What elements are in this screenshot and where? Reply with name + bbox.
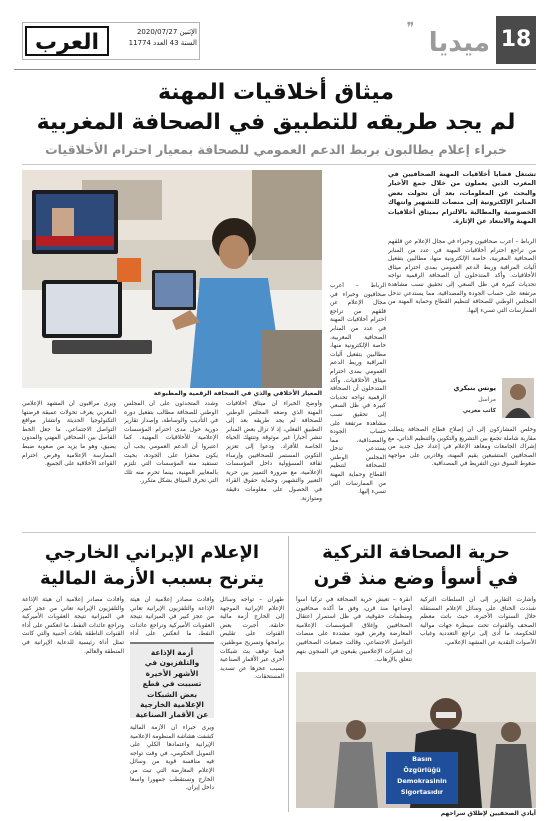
body-column-1 bbox=[388, 238, 536, 374]
body-text: ويرى مراقبون أن المشهد الإعلامي المغربي يعرف تحولات عميقة فرضتها التكنولوجيا الحديثة وانتشار مواقع التواصل الاجتماعي، ما جعل الخط الفاصل بين الصحافي المهني والمدون يضيق، وهو ما يزيد من صعوبة ضبط الممارسة الإعلامية وفرض احترام القواعد الأخلاقية على الجميع. bbox=[22, 401, 116, 468]
body-text: وأفادت مصادر إعلامية أن هيئة الإذاعة والتلفزيون الإيرانية تعاني من عجز كبير في الميزانية نتيجة العقوبات الأميركية وتراجع عائدات النفط، ما انعكس على أداء القنوات الناطقة بلغات أجنبية والتي كانت تمثل أداة رئيسية للدعاية الإيرانية في المنطقة والعالم. bbox=[22, 597, 124, 655]
newsroom-illustration bbox=[22, 170, 322, 388]
headline-line-1: ميثاق أخلاقيات المهنة bbox=[157, 80, 395, 105]
lead-paragraph: تشتغل قضايا أخلاقيات المهنة الصحافيين في المغرب الذين يعملون من خلال جمع الأخبار والبحث عن المعلومات، بعد أن تحولت بعض المنابر الإلكترونية إلى منصات للتشهير وانتهاك الخصوصية والمطالبة بالالتزام بميثاق أخلاقيات المهنة والابتعاد عن الإثارة. bbox=[388, 170, 536, 226]
iran-pull-quote bbox=[130, 642, 214, 718]
iran-headline-2: يترنح بسبب الأزمة المالية bbox=[39, 568, 265, 589]
turkey-body-column-2 bbox=[420, 596, 536, 668]
iran-headline bbox=[22, 540, 282, 592]
author-role: مراسل bbox=[478, 396, 496, 403]
body-text: وخلص المشاركون إلى أن إصلاح قطاع الصحافة يتطلب مقاربة شاملة تجمع بين التشريع والتكوين والتنظيم الذاتي، مع إشراك الجامعات ومعاهد الإعلام في إعداد جيل جديد من الصحافيين المتشبعين بقيم المهنة، وقادرين على مواجهة ضغوط السوق دون التفريط في المصداقية. bbox=[388, 427, 536, 468]
deck: خبراء إعلام يطالبون بربط الدعم العمومي للصحافة بمعيار احترام الأخلاقيات bbox=[45, 142, 507, 157]
body-text: طهران – تواجه وسائل الإعلام الإيرانية الموجهة إلى الخارج أزمة مالية خانقة، أجبرت بعض القنوات على تقليص برامجها وتسريح موظفين، فيما توقف بث شبكات أخرى عبر الأقمار الصناعية بسبب عجزها عن تسديد المستحقات. bbox=[220, 597, 284, 681]
iran-body-column-1 bbox=[220, 596, 284, 810]
body-text: الرباط – أعرب صحافيون وخبراء في مجال الإعلام عن قلقهم من تراجع احترام أخلاقيات المهنة في عدد من المنابر الصحافية المغربية، خاصة الإلكترونية منها، مطالبين بتفعيل آليات المراقبة وربط الدعم العمومي بمدى احترام ميثاق الأخلاقيات. وأكد المتدخلون أن الصحافة الرقمية تواجه تحديات كبيرة في ظل السعي إلى تحقيق نسب مشاهدة مرتفعة على حساب الجودة والمصداقية، مما يستدعي تدخل المجلس الوطني للصحافة لتنظيم القطاع وحماية المهنة من الممارسات التي تسيء إليها. bbox=[330, 283, 386, 496]
body-text: وأوضح الخبراء أن ميثاق أخلاقيات المهنة الذي وضعه المجلس الوطني للصحافة لم يجد طريقه بعد إلى التطبيق الفعلي، إذ لا تزال بعض المنابر تنشر أخبارا غير موثوقة وتنتهك الحياة الخاصة للأفراد. ودعوا إلى تعزيز التكوين المستمر للصحافيين وإرساء ثقافة المسؤولية داخل المؤسسات الإعلامية، مع ضرورة التمييز بين حرية التعبير والتشهير، وحماية حقوق القراء في الحصول على معلومات دقيقة ومتوازنة. bbox=[226, 401, 322, 502]
photo-caption: المعيار الأخلاقي والذي في الصحافة الرقمية والمطبوعة bbox=[153, 390, 322, 397]
iran-body-column-3 bbox=[130, 724, 214, 810]
turkey-body-column-1 bbox=[296, 596, 412, 668]
author-box bbox=[442, 378, 534, 422]
author-name: يونس بنبكري bbox=[453, 384, 496, 392]
page-number: 18 bbox=[496, 16, 536, 64]
speech-bubble-icon: ❞ bbox=[406, 20, 414, 36]
body-text: الرباط – أعرب صحافيون وخبراء في مجال الإعلام عن قلقهم من تراجع احترام أخلاقيات المهنة في عدد من المنابر الصحافية المغربية، خاصة الإلكترونية منها، مطالبين بتفعيل آليات المراقبة وربط الدعم العمومي بمدى احترام ميثاق الأخلاقيات. وأكد المتدخلون أن الصحافة الرقمية تواجه تحديات كبيرة في ظل السعي إلى تحقيق نسب مشاهدة مرتفعة على حساب الجودة والمصداقية، مما يستدعي تدخل المجلس الوطني للصحافة لتنظيم القطاع وحماية المهنة من الممارسات التي تسيء إليها. bbox=[388, 239, 536, 314]
body-text: وأفادت مصادر إعلامية أن هيئة الإذاعة والتلفزيون الإيرانية تعاني من عجز كبير في الميزانية نتيجة العقوبات الأميركية وتراجع عائدات النفط، ما انعكس على أداء bbox=[130, 597, 214, 638]
author-tag: كاتب مغربي bbox=[462, 408, 496, 414]
issue-date: الإثنين 2020/07/27 bbox=[136, 28, 197, 36]
body-column-3 bbox=[124, 400, 218, 528]
divider bbox=[22, 532, 536, 533]
page-header bbox=[14, 12, 536, 70]
pull-quote-text: أزمة الإذاعة والتلفزيون في الأشهر الأخيرة تسببت في قطع بعض الشبكات الإعلامية الخارجية عن الأقمار الصناعية bbox=[135, 648, 209, 720]
section-title: ميديا bbox=[428, 28, 490, 58]
body-text: وأشارت التقارير إلى أن السلطات التركية شددت الخناق على وسائل الإعلام المستقلة خلال السنوات الأخيرة، حيث باتت معظم الصحف والقنوات تحت سيطرة جهات موالية للحكومة، ما أدى إلى تراجع التعددية وغياب الأصوات النقدية عن المشهد الإعلامي. bbox=[420, 597, 536, 646]
newsroom-photo bbox=[22, 170, 322, 388]
body-text: أنقرة – تعيش حرية الصحافة في تركيا أسوأ أوضاعها منذ قرن، وفق ما أكده صحافيون ومنظمات حقوقية، في ظل استمرار اعتقال الصحافيين وإغلاق المؤسسات الإعلامية المعارضة وفرض قيود مشددة على منصات التواصل الاجتماعي. وقالت جمعيات الصحافيين إن عشرات الإعلاميين يقبعون في السجون بتهم تتعلق بالإرهاب. bbox=[296, 597, 412, 664]
issue-number: السنة 43 العدد 11774 bbox=[128, 39, 197, 47]
publication-block bbox=[22, 22, 200, 60]
iran-headline-1: الإعلام الإيراني الخارجي bbox=[44, 542, 260, 563]
main-headline bbox=[34, 78, 518, 138]
body-text: ويرى خبراء أن الأزمة المالية كشفت هشاشة المنظومة الإعلامية الإيرانية واعتمادها الكلي على التمويل الحكومي، في وقت تواجه فيه منافسة قوية من وسائل الإعلام المعارضة التي تبث من الخارج وتستقطب جمهورا واسعا داخل إيران. bbox=[130, 725, 214, 792]
column-divider bbox=[288, 536, 289, 812]
protest-photo-caption: أيادي الصحفيين لإطلاق سراحهم bbox=[440, 810, 536, 817]
turkey-headline-2: في أسوأ وضع منذ قرن bbox=[313, 568, 519, 589]
iran-body-column-4 bbox=[22, 596, 124, 810]
turkey-headline bbox=[296, 540, 536, 592]
banner-line: Sigortasıdır bbox=[400, 788, 444, 796]
newspaper-logo: العرب bbox=[25, 26, 109, 56]
divider bbox=[22, 164, 536, 165]
banner-line: Basın bbox=[412, 755, 432, 763]
body-column-2b bbox=[330, 282, 386, 528]
iran-body-column-2 bbox=[130, 596, 214, 638]
body-text: وشدد المتحدثون على أن المجلس الوطني للصحافة مطالب بتفعيل دوره في التأديب والوساطة، وإصدار تقارير دورية حول مدى احترام المؤسسات الإعلامية للأخلاقيات المهنية. كما اعتبروا أن الدعم العمومي يجب أن يكون محفزا على الجودة، بحيث تستفيد منه المؤسسات التي تلتزم بالمعايير المهنية، بينما تحرم منه تلك التي تخرق الميثاق بشكل متكرر. bbox=[124, 401, 218, 485]
protest-photo bbox=[296, 672, 536, 808]
turkey-headline-1: حرية الصحافة التركية bbox=[322, 542, 510, 563]
body-column-2 bbox=[226, 400, 322, 528]
author-photo bbox=[502, 378, 534, 418]
headline-line-2: لم يجد طريقه للتطبيق في الصحافة المغربية bbox=[36, 110, 516, 135]
person-icon bbox=[502, 378, 534, 418]
newspaper-page bbox=[14, 12, 536, 817]
protest-banner bbox=[389, 754, 455, 798]
banner-line: Özgürlüğü bbox=[403, 766, 441, 774]
banner-line: Demokrasinin bbox=[397, 777, 447, 785]
dateline bbox=[117, 27, 197, 49]
body-column-1b bbox=[388, 426, 536, 526]
body-column-4 bbox=[22, 400, 116, 528]
